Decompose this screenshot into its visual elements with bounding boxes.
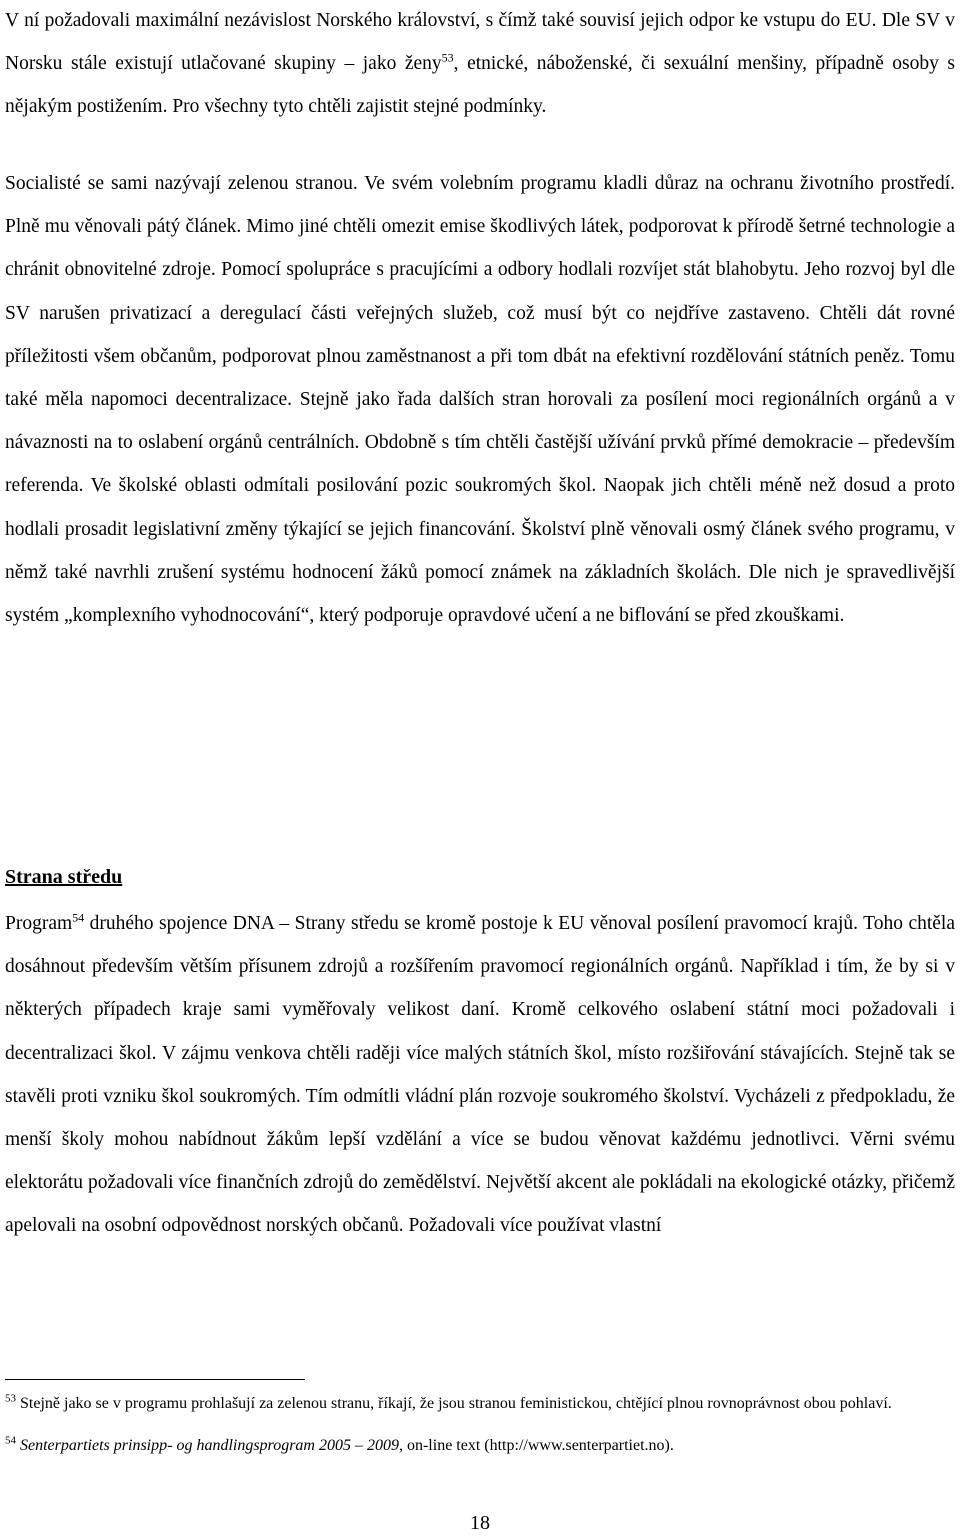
paragraph-sv-independence [5,0,955,129]
footnote-ref-54[interactable]: 54 [72,910,85,925]
footnote-53 [5,1393,955,1414]
footnote-divider [5,1379,305,1380]
footnote-source-title: Senterpartiets prinsipp- og handlingsprogram 2005 – 2009 [16,1437,399,1454]
paragraph-socialists-green: Socialisté se sami nazývají zelenou stranou. Ve svém volebním programu kladli důraz na ochranu životního prostředí. Plně mu věnovali pátý článek. Mimo jiné chtěli omezit emise škodlivých látek, podporovat k přírodě šetrné technologie a chránit obnovitelné zdroje. Pomocí spolupráce s pracujícími a odbory hodlali rozvíjet stát blahobytu. Jeho rozvoj byl dle SV narušen privatizací a deregulací části veřejných služeb, což musí být co nejdříve zastaveno. Chtěli dát rovné příležitosti všem občanům, podporovat plnou zaměstnanost a při tom dbát na efektivní rozdělování státních peněz. Tomu také měla napomoci decentralizace. Stejně jako řada dalších stran horovali za posílení moci regionálních orgánů a v návaznosti na to oslabení orgánů centrálních. Obdobně s tím chtěli častější užívání prvků přímé demokracie – především referenda. Ve školské oblasti odmítali posilování pozic soukromých škol. Naopak jich chtěli méně než dosud a proto hodlali prosadit legislativní změny týkající se jejich financování. Školství plně věnovali osmý článek svého programu, v němž také navrhli zrušení systému hodnocení žáků pomocí známek na základních školách. Dle nich je spravedlivější systém „komplexního vyhodnocování“, který podporuje opravdové učení a ne biflování se před zkouškami. [5,173,955,627]
footnote-number: 53 [5,1392,16,1405]
paragraph-text: V ní požadovali maximální nezávislost Norského království, s čímž také souvisí jejich odpor ke vstupu do EU. Dle SV v Norsku stále existují utlačované skupiny – jako ženy [5,10,955,75]
footnote-54 [5,1435,955,1456]
footnote-text: Stejně jako se v programu prohlašují za zelenou stranu, říkají, že jsou stranou feministickou, chtějící plnou rovnoprávnost obou pohlaví. [16,1395,892,1412]
page-number: 18 [470,1512,490,1534]
paragraph-text: Program [5,913,73,934]
footnote-number: 54 [5,1434,16,1447]
paragraph-centre-party [5,902,955,1248]
paragraph-text: druhého spojence DNA – Strany středu se kromě postoje k EU věnoval posílení pravomocí krajů. Toho chtěla dosáhnout především větším přísunem zdrojů a rozšířením pravomocí regionálních orgánů. Například i tím, že by si v některých případech kraje sami vyměřovaly velikost daní. Kromě celkového oslabení státní moci požadovali i decentralizaci škol. V zájmu venkova chtěli raději více malých státních škol, místo rozšiřování stávajících. Stejně tak se stavěli proti vzniku škol soukromých. Tím odmítli vládní plán rozvoje soukromého školství. Vycházeli z předpokladu, že menší školy mohou nabídnout žákům lepší vzdělání a více se budou věnovat každému jednotlivci. Věrni svému elektorátu požadovali více finančních zdrojů do zemědělství. Největší akcent ale pokládali na ekologické otázky, přičemž apelovali na osobní odpovědnost norských občanů. Požadovali více používat vlastní [5,913,955,1237]
footnote-ref-53[interactable]: 53 [441,50,454,65]
paragraph-text: , etnické, náboženské, či sexuální menšiny, případně osoby s nějakým postižením. Pro všechny tyto chtěli zajistit stejné podmínky. [5,53,955,118]
section-heading: Strana středu [5,866,123,888]
footnote-text: , on-line text (http://www.senterpartiet.no). [398,1437,674,1454]
